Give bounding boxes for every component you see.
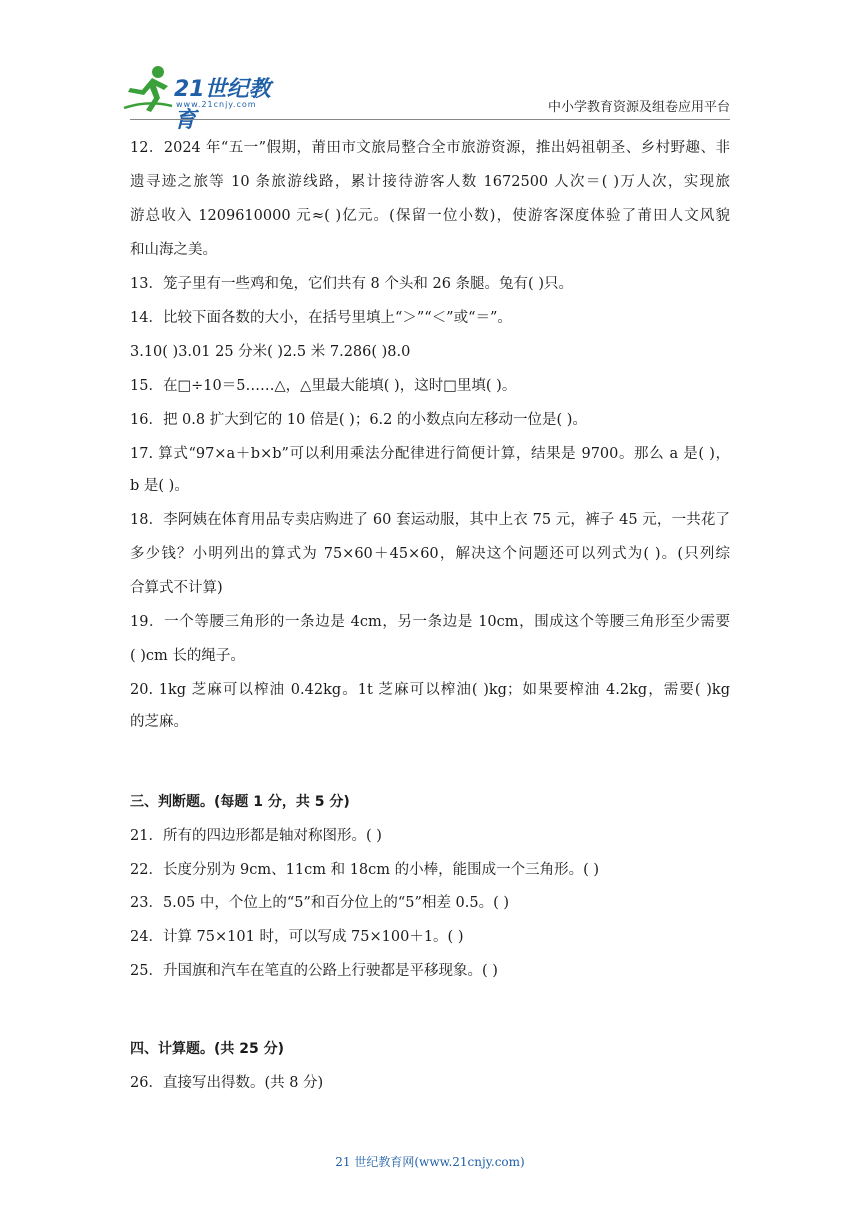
q12-line-1: 12．2024 年“五一”假期，莆田市文旅局整合全市旅游资源，推出妈祖朝圣、乡村野趣、非	[130, 140, 730, 156]
q24: 24．计算 75×101 时，可以写成 75×100＋1。( )	[130, 929, 464, 945]
q21: 21．所有的四边形都是轴对称图形。( )	[130, 828, 382, 844]
header-divider	[130, 119, 730, 120]
logo	[122, 62, 292, 133]
q12-line-2: 遗寻迹之旅等 10 条旅游线路，累计接待游客人数 1672500 人次＝( )万人次，实现旅	[130, 174, 730, 190]
q19-line-2: ( )cm 长的绳子。	[130, 648, 245, 664]
logo-url: www.21cnjy.com	[176, 100, 257, 109]
q18-line-1: 18．李阿姨在体育用品专卖店购进了 60 套运动服，其中上衣 75 元，裤子 45 元，一共花了	[130, 512, 730, 528]
q23: 23．5.05 中，个位上的“5”和百分位上的“5”相差 0.5。( )	[130, 895, 510, 911]
q14: 14．比较下面各数的大小，在括号里填上“＞”“＜”或“＝”。	[130, 310, 512, 326]
q16: 16．把 0.8 扩大到它的 10 倍是( )；6.2 的小数点向左移动一位是( )。	[130, 412, 587, 428]
page-header	[0, 0, 860, 133]
section-4-heading: 四、计算题。(共 25 分)	[130, 1041, 285, 1057]
q14-comparisons: 3.10( )3.01 25 分米( )2.5 米 7.286( )8.0	[130, 344, 411, 360]
section-3-heading: 三、判断题。(每题 1 分，共 5 分)	[130, 794, 350, 810]
logo-text: 21世纪教育	[174, 77, 271, 133]
q12-line-3: 游总收入 1209610000 元≈( )亿元。(保留一位小数)，使游客深度体验了莆田人文风貌	[130, 208, 730, 224]
q18-line-2: 多少钱？小明列出的算式为 75×60＋45×60，解决这个问题还可以列式为( )。(只列综	[130, 546, 730, 562]
q19-line-1: 19．一个等腰三角形的一条边是 4cm，另一条边是 10cm，围成这个等腰三角形至少需要	[130, 614, 730, 630]
q18-line-3: 合算式不计算)	[130, 580, 223, 596]
q25: 25．升国旗和汽车在笔直的公路上行驶都是平移现象。( )	[130, 963, 498, 979]
runner-logo-icon	[122, 64, 174, 114]
q15: 15．在□÷10＝5……△，△里最大能填( )，这时□里填( )。	[130, 378, 517, 394]
q12-line-4: 和山海之美。	[130, 242, 217, 258]
header-tagline: 中小学教育资源及组卷应用平台	[547, 100, 730, 115]
q13: 13．笼子里有一些鸡和兔，它们共有 8 个头和 26 条腿。兔有( )只。	[130, 276, 573, 292]
q22: 22．长度分别为 9cm、11cm 和 18cm 的小棒，能围成一个三角形。( )	[130, 862, 600, 878]
q26: 26．直接写出得数。(共 8 分)	[130, 1075, 324, 1091]
q17-line-2: b 是( )。	[130, 478, 189, 494]
q20-line-2: 的芝麻。	[130, 714, 188, 730]
q20-line-1: 20. 1kg 芝麻可以榨油 0.42kg。1t 芝麻可以榨油( )kg；如果要榨油 4.2kg，需要( )kg	[130, 682, 730, 698]
page-footer[interactable]: 21 世纪教育网(www.21cnjy.com)	[335, 1155, 525, 1169]
q17-line-1: 17. 算式“97×a＋b×b”可以利用乘法分配律进行简便计算，结果是 9700。那么 a 是( )，	[130, 446, 730, 462]
